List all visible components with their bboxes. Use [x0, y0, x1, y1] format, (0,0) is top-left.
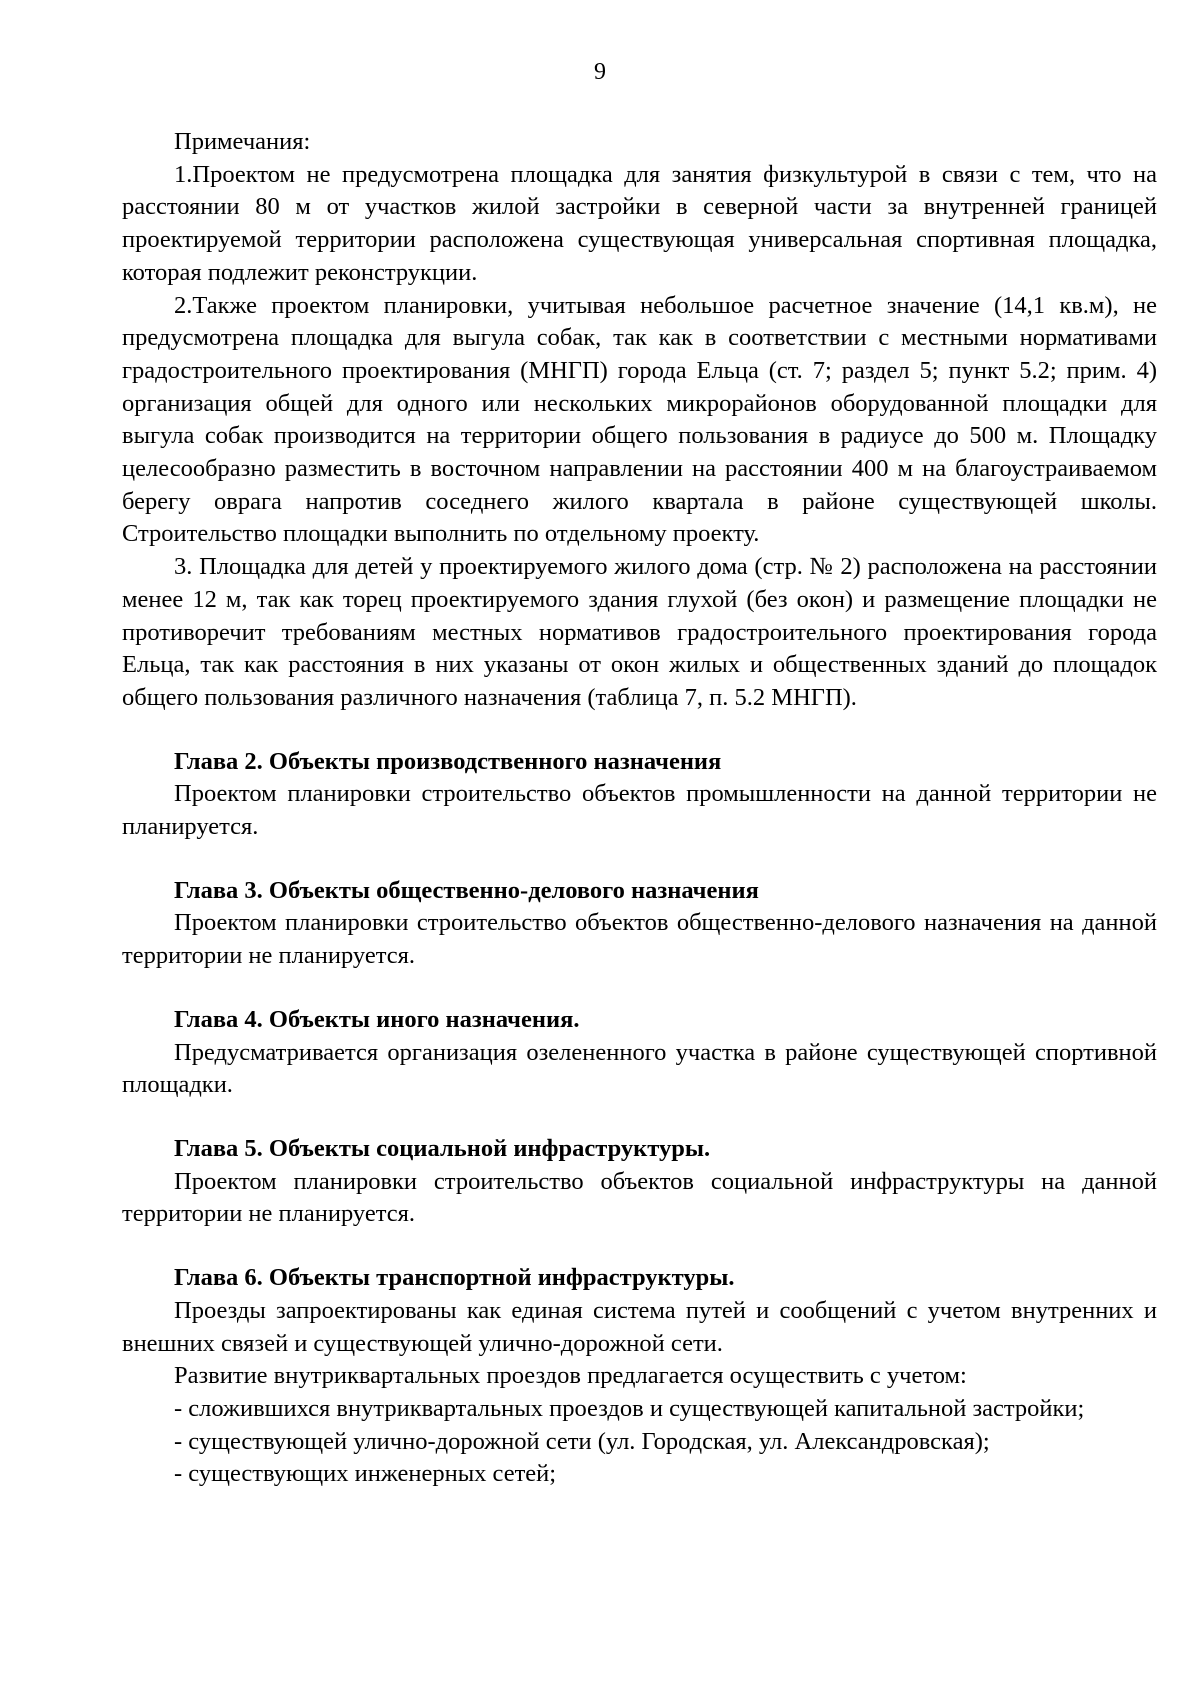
chapter-6-paragraph-2: Развитие внутриквартальных проездов предлагается осуществить с учетом: [174, 1362, 967, 1390]
chapter-3-paragraph: Проектом планировки строительство объектов общественно-делового назначения на данной территории не планируется. [122, 909, 1157, 970]
chapter-4-heading: Глава 4. Объекты иного назначения. [174, 1005, 580, 1033]
chapter-6-list-item-2: - существующей улично-дорожной сети (ул. Городская, ул. Александровская); [174, 1427, 990, 1455]
chapter-6-list-item-3: - существующих инженерных сетей; [174, 1460, 557, 1488]
document-body [122, 126, 1157, 1491]
notes-title: Примечания: [174, 128, 311, 155]
chapter-6-paragraph-1: Проезды запроектированы как единая система путей и сообщений с учетом внутренних и внешних связей и существующей улично-дорожной сети. [122, 1296, 1157, 1357]
chapter-6-list-item-1: - сложившихся внутриквартальных проездов и существующей капитальной застройки; [174, 1394, 1085, 1422]
page-number: 9 [594, 59, 606, 85]
chapter-3-heading: Глава 3. Объекты общественно-делового назначения [174, 876, 759, 904]
chapter-5-heading: Глава 5. Объекты социальной инфраструктуры. [174, 1134, 711, 1162]
chapter-2-paragraph: Проектом планировки строительство объектов промышленности на данной территории не планируется. [122, 780, 1157, 841]
note-1: 1.Проектом не предусмотрена площадка для занятия физкультурой в связи с тем, что на расстоянии 80 м от участков жилой застройки в северной части за внутренней границей проектируемой территории расположена существующая универсальная спортивная площадка, которая подлежит реконструкции. [122, 160, 1157, 286]
note-3: 3. Площадка для детей у проектируемого жилого дома (стр. № 2) расположена на расстоянии менее 12 м, так как торец проектируемого здания глухой (без окон) и размещение площадки не противоречит требованиям местных нормативов градостроительного проектирования города Ельца, так как расстояния в них указаны от окон жилых и общественных зданий до площадок общего пользования различного назначения (таблица 7, п. 5.2 МНГП). [122, 553, 1157, 711]
note-2: 2.Также проектом планировки, учитывая небольшое расчетное значение (14,1 кв.м), не предусмотрена площадка для выгула собак, так как в соответствии с местными нормативами градостроительного проектирования (МНГП) города Ельца (ст. 7; раздел 5; пункт 5.2; прим. 4) организация общей для одного или нескольких микрорайонов оборудованной площадки для выгула собак производится на территории общего пользования в радиусе до 500 м. Площадку целесообразно разместить в восточном направлении на расстоянии 400 м на благоустраиваемом берегу оврага напротив соседнего жилого квартала в районе существующей школы. Строительство площадки выполнить по отдельному проекту. [122, 291, 1157, 548]
chapter-6-heading: Глава 6. Объекты транспортной инфраструктуры. [174, 1264, 735, 1292]
chapter-2-heading: Глава 2. Объекты производственного назначения [174, 747, 722, 775]
chapter-4-paragraph: Предусматривается организация озелененного участка в районе существующей спортивной площадки. [122, 1038, 1157, 1099]
chapter-5-paragraph: Проектом планировки строительство объектов социальной инфраструктуры на данной территории не планируется. [122, 1167, 1157, 1228]
